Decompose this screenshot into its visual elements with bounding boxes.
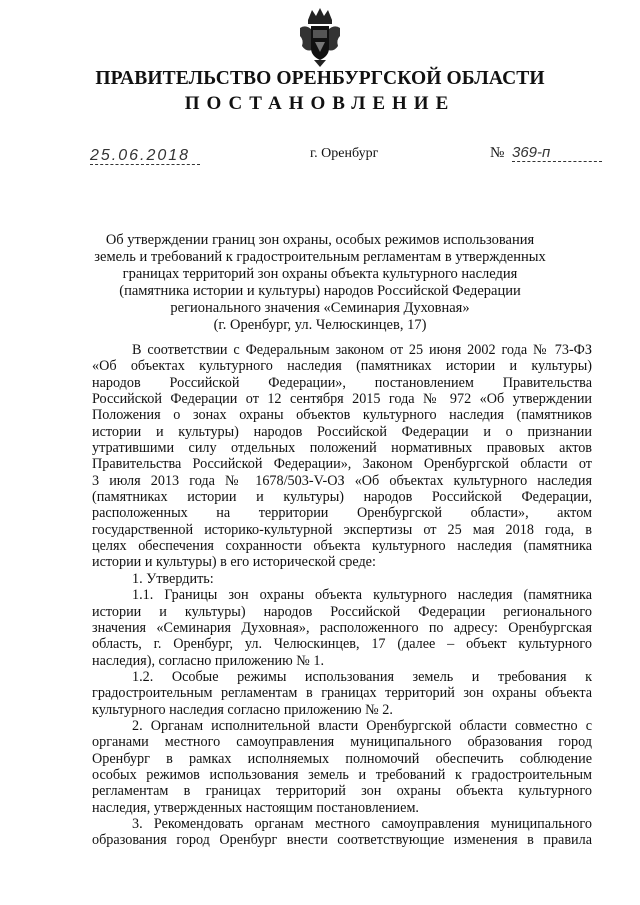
clause-1-2: 1.2. Особые режимы использования земель и требования к — [132, 668, 592, 685]
document-city: г. Оренбург — [310, 146, 379, 161]
body-line: Российской Федерации от 12 сентября 2015 года № 972 «Об утверждении — [92, 391, 592, 408]
body-line: значения «Семинария Духовная», расположенного по адресу: Оренбургская — [92, 619, 592, 636]
document-subject — [90, 232, 550, 334]
clause-2: 2. Органам исполнительной власти Оренбургской области совместно с — [132, 717, 592, 734]
subject-line: Об утверждении границ зон охраны, особых режимов использования — [105, 232, 535, 248]
body-line: образования город Оренбург внести соответствующие изменения в правила — [92, 832, 592, 849]
body-line: область, г. Оренбург, ул. Челюскинцев, 17 (далее – объект культурного — [92, 636, 592, 653]
body-line: государственной историко-культурной экспертизы от 25 мая 2018 года, в — [92, 521, 592, 538]
body-line: Оренбург в рамках исполняемых полномочий обеспечить соблюдение — [92, 750, 592, 767]
body-line: особых режимов использования земель и требований к градостроительным — [92, 766, 592, 783]
body-line: культурного наследия согласно приложению № 2. — [92, 701, 393, 718]
document-body — [92, 342, 592, 849]
body-line: истории и культуры) народов Российской Федерации и о признании — [92, 423, 592, 440]
document-date: 25.06.2018 — [90, 148, 200, 165]
body-line: истории и культуры) в его исторической среде: — [92, 554, 376, 571]
clause-1-1: 1.1. Границы зон охраны объекта культурного наследия (памятника — [132, 587, 592, 604]
clause-1-heading: 1. Утвердить: — [132, 570, 214, 587]
body-line: регламентам в границах территорий зон охраны объекта культурного — [92, 783, 592, 800]
orenburg-coat-of-arms-icon — [298, 6, 342, 68]
body-line: расположенных на территории Оренбургской области», актом — [92, 505, 592, 522]
body-line: органами местного самоуправления муниципального образования город — [92, 734, 592, 751]
body-line: градостроительным регламентам в границах территорий зон охраны объекта — [92, 685, 592, 702]
body-line: целях обеспечения сохранности объекта культурного наследия (памятника — [92, 538, 592, 555]
subject-line: границах территорий зон охраны объекта культурного наследия — [122, 266, 518, 282]
body-line: (памятниках истории и культуры) народов Российской Федерации, — [92, 489, 592, 506]
subject-line: (г. Оренбург, ул. Челюскинцев, 17) — [213, 317, 427, 333]
body-line: «Об объектах культурного наследия (памятниках истории и культуры) — [92, 358, 592, 375]
subject-line: регионального значения «Семинария Духовная» — [170, 300, 470, 316]
body-line: Положения о зонах охраны объектов культурного наследия (памятников — [92, 407, 592, 424]
body-line: В соответствии с Федеральным законом от 25 июня 2002 года № 73-ФЗ — [132, 342, 592, 358]
clause-3: 3. Рекомендовать органам местного самоуправления муниципального — [132, 815, 592, 832]
subject-line: (памятника истории и культуры) народов Российской Федерации — [119, 283, 521, 299]
body-line: наследия, утвержденных настоящим постановлением. — [92, 799, 419, 816]
subject-line: земель и требований к градостроительным регламентам в утвержденных — [94, 249, 546, 265]
body-line: утратившими силу отдельных положений нормативных правовых актов — [92, 440, 592, 457]
body-line: истории и культуры) народов Российской Федерации регионального — [92, 603, 592, 620]
body-line: 3 июля 2013 года № 1678/503-V-ОЗ «Об объектах культурного наследия — [92, 472, 592, 489]
body-line: народов Российской Федерации», постановлением Правительства — [92, 374, 592, 391]
document-number: 369-п — [512, 145, 602, 162]
organization-title: ПРАВИТЕЛЬСТВО ОРЕНБУРГСКОЙ ОБЛАСТИ — [95, 68, 545, 89]
body-line: Правительства Российской Федерации», Законом Оренбургской области от — [92, 456, 592, 473]
body-line: наследия), согласно приложению № 1. — [92, 652, 324, 669]
document-number-label: № — [490, 145, 505, 161]
document-type: ПОСТАНОВЛЕНИЕ — [184, 93, 456, 114]
